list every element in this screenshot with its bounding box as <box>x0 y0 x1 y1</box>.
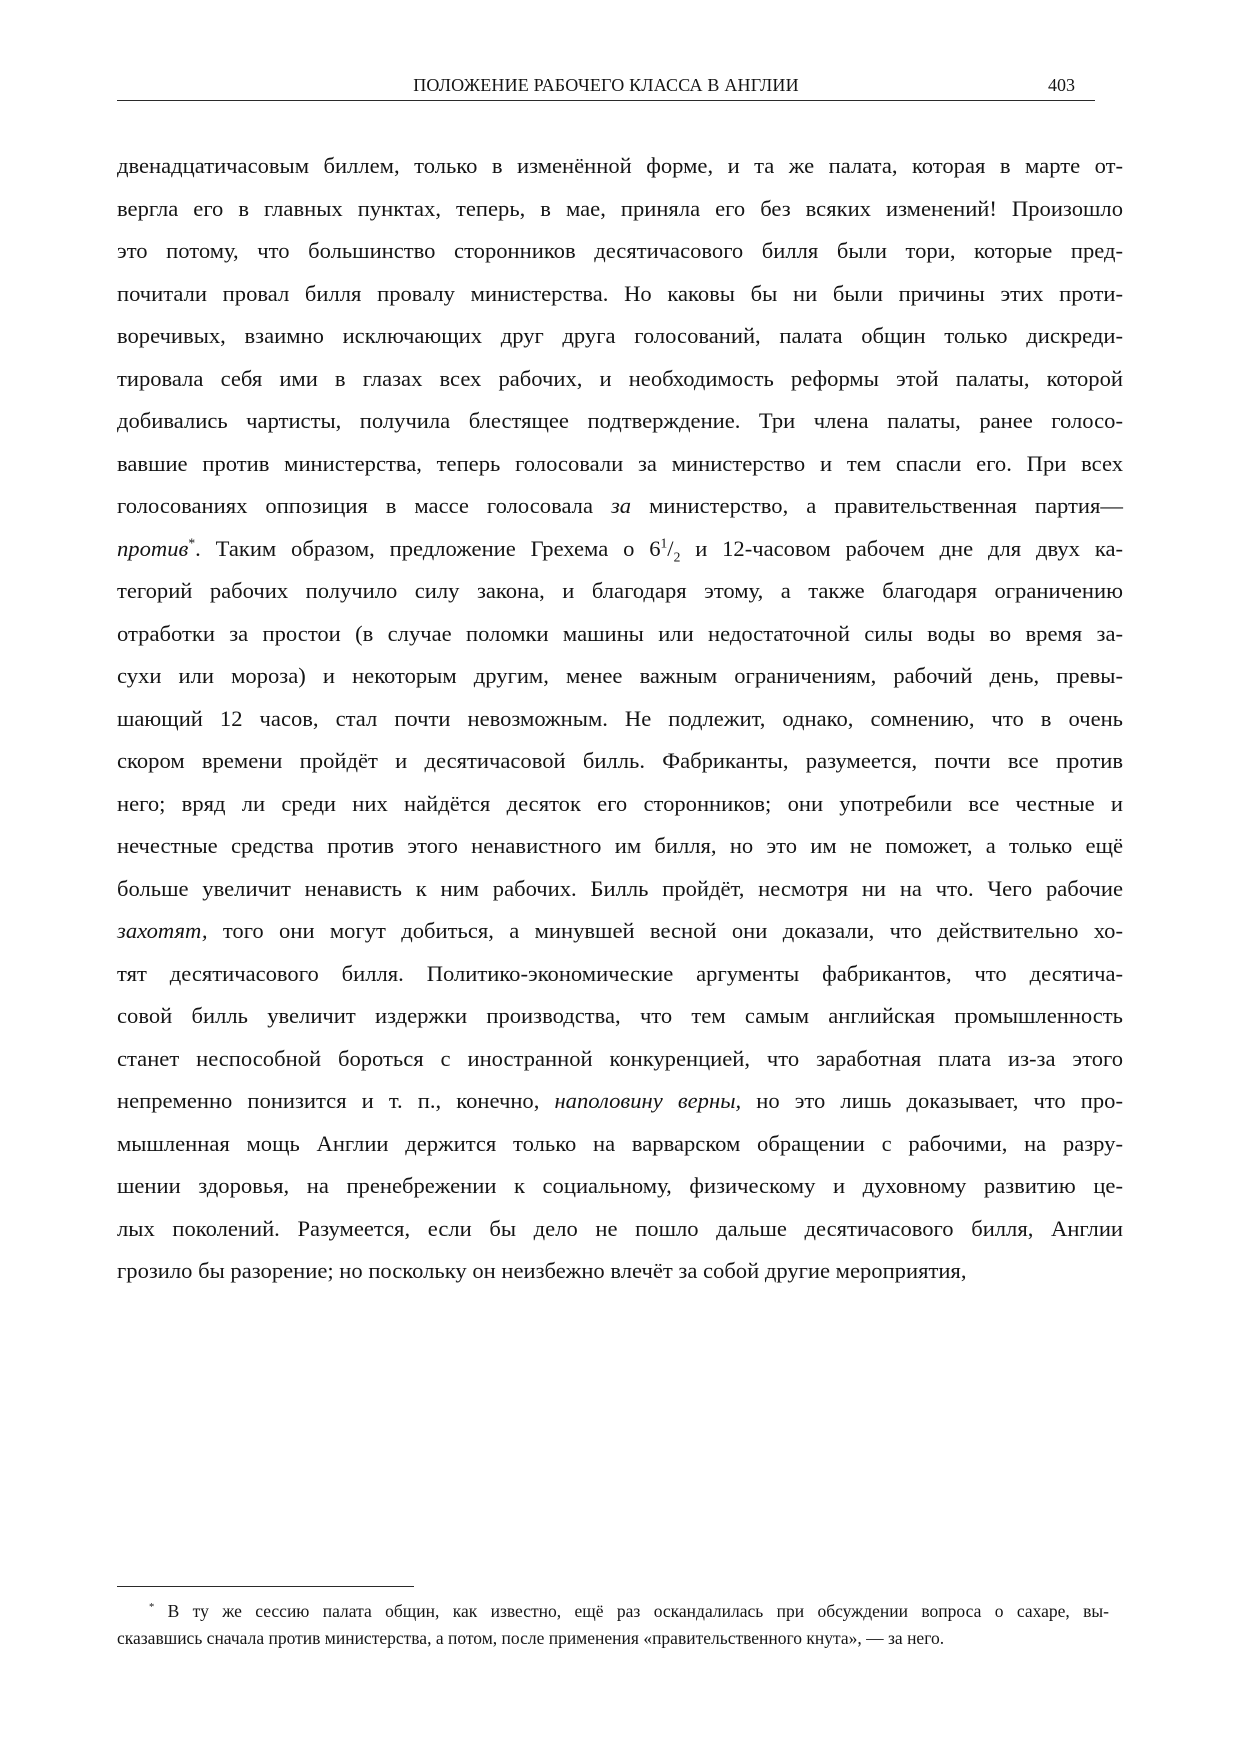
fraction-denominator: 2 <box>673 549 681 565</box>
footnote-reference: * <box>188 534 196 550</box>
text-line: сухи или мороза) и некоторым другим, менее важным ограничениям, рабочий день, превы- <box>117 663 1123 688</box>
emphasis-text: наполовину верны, <box>554 1088 742 1113</box>
text-line: лых поколений. Разумеется, если бы дело не пошло дальше десятичасового билля, Англии <box>117 1215 1123 1241</box>
footnote-divider <box>117 1586 414 1587</box>
text-line: вавшие против министерства, теперь голосовали за министерство и тем спасли его. При всех <box>117 450 1123 476</box>
text-line: добивались чартисты, получила блестящее подтверждение. Три члена палаты, ранее голосо- <box>117 408 1123 433</box>
footnote-line: сказавшись сначала против министерства, а потом, после применения «правительственного кнута», — за него. <box>117 1628 945 1648</box>
main-text <box>117 145 1123 1293</box>
text-line: больше увеличит ненависть к ним рабочих. Билль пройдёт, несмотря ни на что. Чего рабочие <box>117 875 1123 901</box>
text-line <box>117 485 1123 528</box>
text-line: отработки за простои (в случае поломки машины или недостаточной силы воды во время за- <box>117 620 1123 646</box>
text-line: двенадцатичасовым биллем, только в изменённой форме, и та же палата, которая в марте от- <box>117 153 1123 178</box>
text-segment: но это лишь доказывает, что про- <box>741 1088 1124 1113</box>
text-line: станет неспособной бороться с иностранной конкуренцией, что заработная плата из-за этого <box>117 1045 1123 1071</box>
text-line: мышленная мощь Англии держится только на варварском обращении с рабочими, на разру- <box>117 1130 1123 1156</box>
text-line: это потому, что большинство сторонников десятичасового билля были тори, которые пред- <box>117 238 1123 263</box>
text-segment: министерство, а правительственная партия— <box>631 493 1123 518</box>
emphasis-text: за <box>610 493 632 518</box>
text-segment: . Таким образом, предложение Грехема о 6 <box>195 535 661 561</box>
text-line: него; вряд ли среди них найдётся десяток его сторонников; они употребили все честные и <box>117 790 1123 816</box>
text-line <box>117 1080 1123 1123</box>
text-line: тировала себя ими в глазах всех рабочих, и необходимость реформы этой палаты, которой <box>117 365 1123 391</box>
text-line: тят десятичасового билля. Политико-экономические аргументы фабрикантов, что десятича- <box>117 960 1123 986</box>
text-segment: голосованиях оппозиция в массе голосовала <box>117 493 611 518</box>
emphasis-text: против <box>117 535 189 561</box>
text-line: грозило бы разорение; но поскольку он неизбежно влечёт за собой другие мероприятия, <box>117 1258 967 1283</box>
fraction-numerator: 1 <box>660 534 668 550</box>
page-number: 403 <box>1048 75 1075 95</box>
footnote-line <box>117 1598 1109 1625</box>
text-line: нечестные средства против этого ненавистного им билля, но это им не поможет, а только ещё <box>117 833 1123 858</box>
fraction-slash: / <box>667 535 674 561</box>
text-segment: непременно понизится и т. п., конечно, <box>117 1088 555 1113</box>
text-line: почитали провал билля провалу министерства. Но каковы бы ни были причины этих проти- <box>117 280 1123 306</box>
text-line: вергла его в главных пунктах, теперь, в мае, приняла его без всяких изменений! Произошло <box>117 195 1123 221</box>
text-line: шении здоровья, на пренебрежении к социальному, физическому и духовному развитию це- <box>117 1173 1123 1198</box>
footnote <box>117 1598 1109 1652</box>
text-line: воречивых, взаимно исключающих друг друга голосований, палата общин только дискреди- <box>117 323 1123 348</box>
text-segment: того они могут добиться, а минувшей весной они доказали, что действительно хо- <box>207 918 1123 943</box>
text-line <box>117 910 1123 953</box>
text-line: скором времени пройдёт и десятичасовой билль. Фабриканты, разумеется, почти все против <box>117 748 1123 773</box>
running-header <box>117 70 1095 101</box>
text-line <box>117 528 1123 571</box>
text-line: шающий 12 часов, стал почти невозможным. Не подлежит, однако, сомнению, что в очень <box>117 705 1123 731</box>
text-line: совой билль увеличит издержки производства, что тем самым английская промышленность <box>117 1003 1123 1028</box>
text-line: тегорий рабочих получило силу закона, и благодаря этому, а также благодаря ограничению <box>117 578 1123 603</box>
footnote-marker: * <box>149 1602 155 1614</box>
running-header-title: ПОЛОЖЕНИЕ РАБОЧЕГО КЛАССА В АНГЛИИ <box>413 75 799 95</box>
emphasis-text: захотят, <box>117 918 208 943</box>
footnote-text: В ту же сессию палата общин, как известно, ещё раз оскандалилась при обсуждении вопроса о сахаре, вы- <box>154 1601 1109 1621</box>
text-segment: и 12-часовом рабочем дне для двух ка- <box>680 535 1124 561</box>
